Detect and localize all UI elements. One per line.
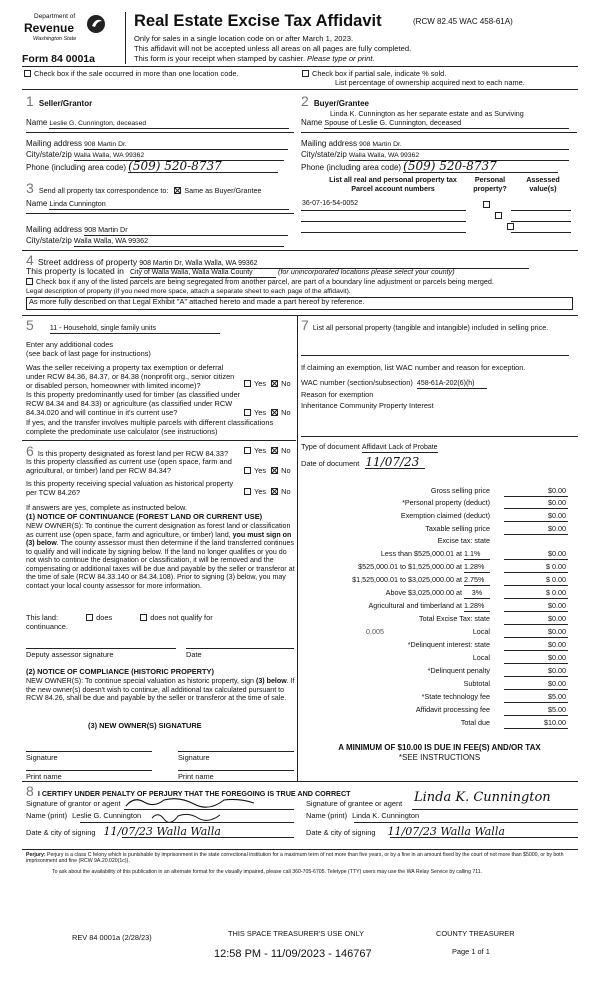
fee-tier4 bbox=[300, 589, 568, 600]
form-number: Form 84 0001a bbox=[22, 53, 95, 65]
legal-label: Legal description of property (if you need more space, attach a separate sheet to each page of the affidavit). bbox=[26, 288, 351, 295]
wac-label: WAC number (section/subsection) bbox=[301, 378, 413, 387]
correspondence-text: Send all property tax correspondence to: bbox=[38, 186, 169, 195]
s5-q1: Was the seller receiving a property tax exemption or deferral under RCW 84.36, 84.37, or 84.38 (nonprofit org., senior citizen or disabled person, homeowner with limited income)? bbox=[26, 363, 235, 390]
see-instructions: *SEE INSTRUCTIONS bbox=[398, 753, 481, 762]
s6-q3-no-checkbox[interactable] bbox=[271, 488, 278, 495]
fee-tier4-value[interactable]: $ 0.00 bbox=[504, 589, 568, 599]
notice-1-title: (1) NOTICE OF CONTINUANCE (FOREST LAND OR CURRENT USE) bbox=[26, 512, 263, 521]
notice-2-body bbox=[26, 677, 296, 703]
located-note: (for unincorporated locations please select your county) bbox=[278, 267, 455, 276]
section-3-row bbox=[26, 180, 261, 197]
dor-swirl-icon bbox=[86, 14, 106, 34]
s5-q2-yes-label: Yes bbox=[254, 408, 267, 417]
treasurer-space-label: THIS SPACE TREASURER'S USE ONLY bbox=[228, 929, 365, 938]
same-as-buyer-checkbox[interactable] bbox=[174, 187, 181, 194]
this-land-label: This land: bbox=[26, 613, 59, 622]
grantor-print-scribble bbox=[150, 810, 230, 822]
seller-name-label: Name bbox=[26, 118, 48, 127]
fee-exemption-value[interactable]: $0.00 bbox=[504, 512, 568, 522]
buyer-heading: Buyer/Grantee bbox=[313, 99, 369, 108]
buyer-name-line1: Linda K. Cunnington as her separate estate and as Surviving bbox=[330, 109, 524, 118]
seller-phone-row bbox=[26, 161, 278, 173]
fee-tier4-label bbox=[386, 589, 490, 599]
fee-taxable bbox=[300, 525, 568, 536]
street-field[interactable]: 908 Martin Dr, Walla Walla, WA 99362 bbox=[139, 260, 529, 269]
does-label: does bbox=[96, 613, 113, 622]
notice-3-title: (3) NEW OWNER(S) SIGNATURE bbox=[88, 721, 202, 730]
fee-total-due bbox=[300, 719, 568, 730]
s5-q2-no-checkbox[interactable] bbox=[271, 409, 278, 416]
additional-codes-label: Enter any additional codes bbox=[26, 340, 114, 349]
fee-subtotal bbox=[300, 680, 568, 691]
buyer-mailing-row bbox=[301, 139, 569, 150]
subtitle-1: Only for sales in a single location code on or after March 1, 2023. bbox=[134, 34, 354, 43]
seller-mailing-label: Mailing address bbox=[26, 139, 83, 148]
s6-q3: Is this property receiving special valuation as historical property per TCW 84.26? bbox=[26, 479, 234, 497]
fee-delinq-state bbox=[300, 641, 568, 652]
parcel-col1-header bbox=[318, 176, 468, 193]
corr-city-label: City/state/zip bbox=[26, 236, 72, 245]
grantee-signature-row bbox=[306, 800, 402, 809]
s5-q2-no-label: No bbox=[281, 408, 291, 417]
notice-2-title: (2) NOTICE OF COMPLIANCE (HISTORIC PROPERTY) bbox=[26, 667, 214, 676]
s6-q3-answers bbox=[244, 488, 291, 497]
does-not-checkbox[interactable] bbox=[140, 614, 147, 621]
seller-phone-label: Phone (including area code) bbox=[26, 163, 127, 172]
corr-mailing-row bbox=[26, 225, 288, 236]
grantee-date-label: Date & city of signing bbox=[306, 828, 376, 837]
seller-city-field[interactable]: Walla Walla, WA 99362 bbox=[74, 152, 284, 161]
parcel-col2-line1: Personal bbox=[474, 175, 506, 184]
s6-q2-no-checkbox[interactable] bbox=[271, 467, 278, 474]
fee-tier3 bbox=[300, 576, 568, 587]
fee-gross bbox=[300, 487, 568, 498]
buyer-phone-row bbox=[301, 161, 558, 173]
corr-name-row bbox=[26, 199, 289, 210]
buyer-city-label: City/state/zip bbox=[301, 150, 347, 159]
fee-agri-rate: 1.28% bbox=[464, 602, 490, 612]
fee-exemption-label: Exemption claimed (deduct) bbox=[400, 511, 490, 520]
multi-location-check[interactable] bbox=[24, 70, 239, 79]
certify-text: I CERTIFY UNDER PENALTY OF PERJURY THAT THE FOREGOING IS TRUE AND CORRECT bbox=[37, 789, 351, 798]
see-back-label: (see back of last page for instructions) bbox=[26, 349, 151, 358]
section-5-number: 5 bbox=[26, 317, 34, 333]
fee-total-state-value[interactable]: $0.00 bbox=[504, 615, 568, 625]
notice-1-body bbox=[26, 522, 296, 590]
s5-q3: If yes, and the transfer involves multiple parcels with different classifications complete the predominate use calculator (see instructions) bbox=[26, 418, 274, 436]
grantor-signature-label: Signature of grantor or agent bbox=[26, 799, 121, 808]
section-6-number: 6 bbox=[26, 443, 34, 459]
fee-delinq-local bbox=[300, 654, 568, 665]
grantor-date-value[interactable]: 11/07/23 Walla Walla bbox=[103, 825, 221, 838]
buyer-phone-label: Phone (including area code) bbox=[301, 163, 402, 172]
fee-processing-value[interactable]: $5.00 bbox=[504, 706, 568, 716]
section-2-number: 2 bbox=[301, 93, 309, 109]
grantor-name-row bbox=[26, 812, 141, 821]
notice-1-text-b: you must sign on (3) below bbox=[26, 530, 292, 547]
seller-name-field[interactable]: Leslie G. Cunnington, deceased bbox=[49, 120, 289, 129]
s6-q1-no-label: No bbox=[281, 446, 291, 455]
multi-location-label: Check box if the sale occurred in more than one location code. bbox=[34, 69, 239, 78]
s6-q1-no-checkbox[interactable] bbox=[271, 447, 278, 454]
s5-q2-yes-checkbox[interactable] bbox=[244, 409, 251, 416]
parcel-col1-line2: Parcel account numbers bbox=[351, 183, 435, 193]
legal-description-box[interactable]: As more fully described on that Legal Exhibit "A" attached hereto and made a part hereof by reference. bbox=[26, 297, 573, 310]
parcel-3-personal-checkbox[interactable] bbox=[507, 223, 514, 230]
grantor-signature[interactable] bbox=[124, 794, 274, 810]
parcel-col3-header bbox=[514, 176, 572, 193]
personal-property-text: List all personal property (tangible and intangible) included in selling price. bbox=[312, 323, 549, 332]
section-4-number: 4 bbox=[26, 252, 34, 268]
fee-agri-value[interactable]: $0.00 bbox=[504, 602, 568, 612]
seller-mailing-row bbox=[26, 139, 288, 150]
section-8-number: 8 bbox=[26, 783, 34, 799]
subtitle-2: This affidavit will not be accepted unless all areas on all pages are fully completed. bbox=[134, 44, 412, 53]
deputy-date-label: Date bbox=[186, 650, 202, 659]
located-field[interactable]: City of Walla Walla, Walla Walla County bbox=[130, 269, 276, 278]
s6-q1-answers bbox=[244, 447, 291, 456]
reason-label: Reason for exemption bbox=[301, 390, 374, 399]
s6-q2-answers bbox=[244, 467, 291, 476]
corr-name-label: Name bbox=[26, 199, 48, 208]
notice-1-text-a: NEW OWNER(S): To continue the current designation as forest land or classification as current use (open space, farm and agriculture, or timber) land, bbox=[26, 522, 291, 539]
fee-local-label: Local bbox=[472, 627, 490, 636]
s6-answers-note: If answers are yes, complete as instructed below. bbox=[26, 503, 188, 512]
fee-tier3-text: $1,525,000.01 to $3,025,000.00 at bbox=[352, 575, 462, 584]
fee-delinq-local-label: Local bbox=[472, 653, 490, 662]
fee-total-due-label: Total due bbox=[460, 718, 490, 727]
fee-tier1-rate: 1.1% bbox=[464, 550, 490, 560]
buyer-name-field[interactable]: Spouse of Leslie G. Cunnington, deceased bbox=[324, 119, 569, 129]
fee-delinq-penalty-value[interactable]: $0.00 bbox=[504, 667, 568, 677]
section-1-number: 1 bbox=[26, 93, 34, 109]
fee-local-value[interactable]: $0.00 bbox=[504, 628, 568, 638]
s5-q1-no-checkbox[interactable] bbox=[271, 380, 278, 387]
perjury-bold: Perjury: bbox=[26, 852, 46, 858]
seller-heading: Seller/Grantor bbox=[38, 99, 93, 108]
seller-mailing-field[interactable]: 908 Martin Dr. bbox=[84, 141, 288, 150]
fee-excise-state-label: Excise tax: state bbox=[437, 536, 490, 545]
fee-tier2-value[interactable]: $ 0.00 bbox=[504, 563, 568, 573]
parcel-2-personal-checkbox[interactable] bbox=[495, 212, 502, 219]
parcel-col3-line2: value(s) bbox=[529, 183, 557, 193]
wac-row bbox=[301, 379, 487, 389]
fee-tier1-label bbox=[381, 550, 490, 560]
grantee-name-label: Name (print) bbox=[306, 811, 348, 820]
doc-date-label: Date of document bbox=[301, 459, 360, 468]
perjury-notice bbox=[26, 852, 576, 864]
partial-sale-note: List percentage of ownership acquired next to each name. bbox=[335, 78, 525, 87]
fee-taxable-label: Taxable selling price bbox=[425, 524, 490, 533]
fee-total-state bbox=[300, 615, 568, 626]
corr-city-row bbox=[26, 236, 284, 247]
new-owner-signature-2-label: Signature bbox=[178, 753, 210, 762]
fee-tier3-value[interactable]: $ 0.00 bbox=[504, 576, 568, 586]
fee-excise-state bbox=[300, 537, 568, 548]
buyer-city-field[interactable]: Walla Walla, WA 99362 bbox=[349, 152, 569, 161]
subtitle-3-text: This form is your receipt when stamped by cashier. bbox=[134, 54, 308, 63]
fee-tier4-rate: 3% bbox=[464, 589, 490, 599]
s6-q2: Is this property classified as current use (open space, farm and agricultural, or timber) land per RCW 84.34? bbox=[26, 457, 232, 475]
doc-date-field[interactable]: 11/07/23 bbox=[365, 456, 425, 469]
multi-location-checkbox[interactable] bbox=[24, 70, 31, 77]
grantor-signature-row bbox=[26, 800, 121, 809]
grantor-name-value[interactable]: Leslie G. Cunnington bbox=[72, 811, 142, 820]
s5-q2: Is this property predominantly used for timber (as classified under RCW 84.34 and 84.33) or agriculture (as classified under RCW 84.34.020 and will continue in it's current use? bbox=[26, 390, 241, 417]
section-2-heading bbox=[301, 93, 369, 110]
rcw-reference: (RCW 82.45 WAC 458-61A) bbox=[413, 17, 513, 26]
buyer-name-label: Name bbox=[301, 118, 323, 127]
fee-tier2-rate: 1.28% bbox=[464, 563, 490, 573]
segregated-checkbox[interactable] bbox=[26, 278, 33, 285]
dor-logo bbox=[22, 13, 108, 53]
new-owner-print-1-label: Print name bbox=[26, 772, 62, 781]
grantor-name-label: Name (print) bbox=[26, 811, 68, 820]
land-use-code-field[interactable]: 11 - Household, single family units bbox=[50, 325, 220, 334]
fee-personal bbox=[300, 499, 568, 510]
fee-tier3-label bbox=[352, 576, 490, 586]
fee-tier2 bbox=[300, 563, 568, 574]
parcel-col1-line1: List all real and personal property tax bbox=[329, 175, 457, 184]
parcel-1-personal-checkbox[interactable] bbox=[483, 201, 490, 208]
fee-delinq-state-value[interactable]: $0.00 bbox=[504, 641, 568, 651]
doc-type-row bbox=[301, 443, 438, 453]
dor-logo-line1: Department of bbox=[34, 13, 76, 20]
buyer-mailing-label: Mailing address bbox=[301, 139, 358, 148]
corr-mailing-field[interactable]: 908 Martin Dr bbox=[84, 226, 288, 236]
notice-2-text-a: NEW OWNER(S): To continue special valuation as historic property, sign bbox=[26, 677, 256, 685]
recording-stamp: 12:58 PM - 11/09/2023 - 146767 bbox=[214, 948, 372, 960]
partial-sale-label: Check box if partial sale, indicate % sold. bbox=[312, 69, 447, 78]
s6-q1-yes-label: Yes bbox=[254, 446, 267, 455]
s5-q1-answers bbox=[244, 380, 291, 389]
fee-tier3-rate: 2.75% bbox=[464, 576, 490, 586]
s6-q3-yes-label: Yes bbox=[254, 487, 267, 496]
perjury-text: Perjury is a class C felony which is punishable by imprisonment in the state correctional institution for a maximum term of not more than five years, or by a fine in an amount fixed by the court of not more than $5000, or by both imprisonment and fine (RCW 9A.20.020(1c)). bbox=[26, 852, 564, 865]
segregated-row bbox=[26, 278, 494, 287]
fee-personal-value[interactable]: $0.00 bbox=[504, 499, 568, 509]
county-treasurer-label: COUNTY TREASURER bbox=[436, 929, 515, 938]
new-owner-print-2-label: Print name bbox=[178, 772, 214, 781]
s6-q1: Is this property designated as forest land per RCW 84.33? bbox=[37, 449, 229, 458]
fee-subtotal-label: Subtotal bbox=[463, 679, 490, 688]
corr-mailing-label: Mailing address bbox=[26, 225, 83, 234]
does-checkbox[interactable] bbox=[86, 614, 93, 621]
grantee-date-value[interactable]: 11/07/23 Walla Walla bbox=[387, 825, 505, 838]
located-label: This property is located in bbox=[26, 266, 124, 276]
section-7-number: 7 bbox=[301, 317, 309, 333]
fee-tier2-label bbox=[358, 563, 490, 573]
fee-tech bbox=[300, 693, 568, 704]
parcel-col2-line2: property? bbox=[473, 183, 507, 193]
fee-local-rate: 0.005 bbox=[366, 627, 384, 636]
wac-field[interactable]: 458-61A-202(6)(h) bbox=[417, 380, 487, 389]
minimum-due-notice: A MINIMUM OF $10.00 IS DUE IN FEE(S) AND/OR TAX bbox=[338, 743, 541, 752]
fee-tier2-text: $525,000.01 to $1,525,000.00 at bbox=[358, 562, 462, 571]
fee-tier1-value[interactable]: $0.00 bbox=[504, 550, 568, 560]
subtitle-3 bbox=[134, 54, 375, 63]
fee-agri-text: Agricultural and timberland at bbox=[368, 601, 462, 610]
fee-delinq-penalty bbox=[300, 667, 568, 678]
fee-total-state-label: Total Excise Tax: state bbox=[419, 614, 490, 623]
fee-local bbox=[300, 628, 568, 639]
notice-2-text-b: (3) below bbox=[255, 677, 287, 685]
buyer-mailing-field[interactable]: 908 Martin Dr. bbox=[359, 141, 569, 150]
s6-q2-yes-checkbox[interactable] bbox=[244, 467, 251, 474]
subtitle-3-italic: Please type or print. bbox=[307, 54, 375, 63]
grantee-name-row bbox=[306, 812, 419, 821]
exemption-claim-label: If claiming an exemption, list WAC number and reason for exception. bbox=[301, 363, 526, 372]
accessibility-notice: To ask about the availability of this publication in an alternate format for the visually impaired, please call 360-705-6705. Teletype (TTY) users may use the WA Relay Service by calling 711. bbox=[52, 869, 483, 875]
fee-tier1-text: Less than $525,000.01 at bbox=[380, 549, 462, 558]
s5-q1-no-label: No bbox=[281, 379, 291, 388]
doc-type-label: Type of document bbox=[301, 442, 360, 451]
corr-city-field[interactable]: Walla Walla, WA 99362 bbox=[74, 237, 284, 247]
grantee-signature[interactable]: Linda K. Cunnington bbox=[414, 790, 551, 805]
seller-name-row bbox=[26, 118, 294, 129]
fee-delinq-state-label: *Delinquent interest: state bbox=[407, 640, 490, 649]
fee-tech-value[interactable]: $5.00 bbox=[504, 693, 568, 703]
same-as-buyer-label: Same as Buyer/Grantee bbox=[184, 186, 262, 195]
section-5-row bbox=[26, 317, 220, 334]
page-title: Real Estate Excise Tax Affidavit bbox=[134, 12, 382, 30]
rev-number: REV 84 0001a (2/28/23) bbox=[72, 933, 152, 942]
s6-q3-yes-checkbox[interactable] bbox=[244, 488, 251, 495]
s6-q3-no-label: No bbox=[281, 487, 291, 496]
fee-tier1 bbox=[300, 550, 568, 561]
s5-q2-answers bbox=[244, 409, 291, 418]
reason-field[interactable]: Inheritance Community Property Interest bbox=[301, 401, 434, 410]
notice-2-text-c: . If the new owner(s) doesn't wish to continue, all additional tax calculated pursuant to RCW 84.26, shall be due and payable by the seller or transferor at the time of sale. bbox=[26, 677, 295, 702]
dor-logo-line3: Washington State bbox=[33, 36, 77, 42]
s5-q1-yes-label: Yes bbox=[254, 379, 267, 388]
street-label: Street address of property bbox=[37, 257, 138, 267]
doc-type-field[interactable]: Affidavit Lack of Probate bbox=[362, 444, 438, 453]
fee-processing bbox=[300, 706, 568, 717]
page-number: Page 1 of 1 bbox=[452, 947, 490, 956]
fee-exemption bbox=[300, 512, 568, 523]
seller-city-label: City/state/zip bbox=[26, 150, 72, 159]
segregated-label: Check box if any of the listed parcels are being segregated from another parcel, are part of a boundary line adjustment or parcels being merged. bbox=[36, 277, 494, 286]
fee-tech-label: *State technology fee bbox=[421, 692, 490, 701]
dor-logo-line2: Revenue bbox=[24, 21, 75, 35]
partial-sale-checkbox[interactable] bbox=[302, 70, 309, 77]
buyer-name-row bbox=[301, 118, 569, 129]
doc-date-row bbox=[301, 456, 425, 469]
s6-q2-yes-label: Yes bbox=[254, 466, 267, 475]
fee-delinq-penalty-label: *Delinquent penalty bbox=[427, 666, 490, 675]
corr-name-field[interactable]: Linda Cunnington bbox=[49, 200, 289, 210]
section-1-heading bbox=[26, 93, 92, 110]
fee-processing-label: Affidavit processing fee bbox=[415, 705, 490, 714]
fee-tier4-text: Above $3,025,000.00 at bbox=[385, 588, 462, 597]
fee-agri-label bbox=[369, 602, 491, 612]
fee-gross-label: Gross selling price bbox=[430, 486, 490, 495]
fee-agri bbox=[300, 602, 568, 613]
s6-q2-no-label: No bbox=[281, 466, 291, 475]
new-owner-signature-1-label: Signature bbox=[26, 753, 58, 762]
does-not-label: does not qualify for bbox=[150, 613, 213, 622]
s5-q1-yes-checkbox[interactable] bbox=[244, 380, 251, 387]
fee-delinq-local-value[interactable]: $0.00 bbox=[504, 654, 568, 664]
parcel-col2-header bbox=[466, 176, 514, 193]
fee-subtotal-value[interactable]: $0.00 bbox=[504, 680, 568, 690]
continuance-label: continuance. bbox=[26, 622, 68, 631]
notice-1-text-c: . The county assessor must then determine if the land transferred continues to qualify and will indicate by signing below. If the land no longer qualifies or you do not wish to continue the designation or classification, it will be removed and the compensating or additional taxes will be due and payable by the seller or transferor at the time of sale (RCW 84.33.140 or 84.34.108). Prior to signing (3) below, you may contact your local county assessor for more information. bbox=[26, 539, 295, 590]
section-3-number: 3 bbox=[26, 180, 34, 196]
fee-taxable-value[interactable]: $0.00 bbox=[504, 525, 568, 535]
s6-q1-yes-checkbox[interactable] bbox=[244, 447, 251, 454]
grantee-signature-label: Signature of grantee or agent bbox=[306, 799, 403, 808]
section-7-row bbox=[301, 317, 569, 334]
seller-phone-field[interactable]: (509) 520-8737 bbox=[128, 161, 278, 173]
grantor-date-label: Date & city of signing bbox=[26, 828, 96, 837]
parcel-1-number[interactable]: 36-07-16-54-0052 bbox=[302, 200, 359, 207]
parcel-col3-line1: Assessed bbox=[526, 175, 560, 184]
buyer-phone-field[interactable]: (509) 520-8737 bbox=[403, 161, 558, 173]
fee-gross-value[interactable]: $0.00 bbox=[504, 487, 568, 497]
deputy-signature-label: Deputy assessor signature bbox=[26, 650, 114, 659]
fee-personal-label: *Personal property (deduct) bbox=[402, 498, 490, 507]
grantee-name-value[interactable]: Linda K. Cunnington bbox=[352, 811, 420, 820]
fee-total-due-value[interactable]: $10.00 bbox=[504, 719, 568, 729]
